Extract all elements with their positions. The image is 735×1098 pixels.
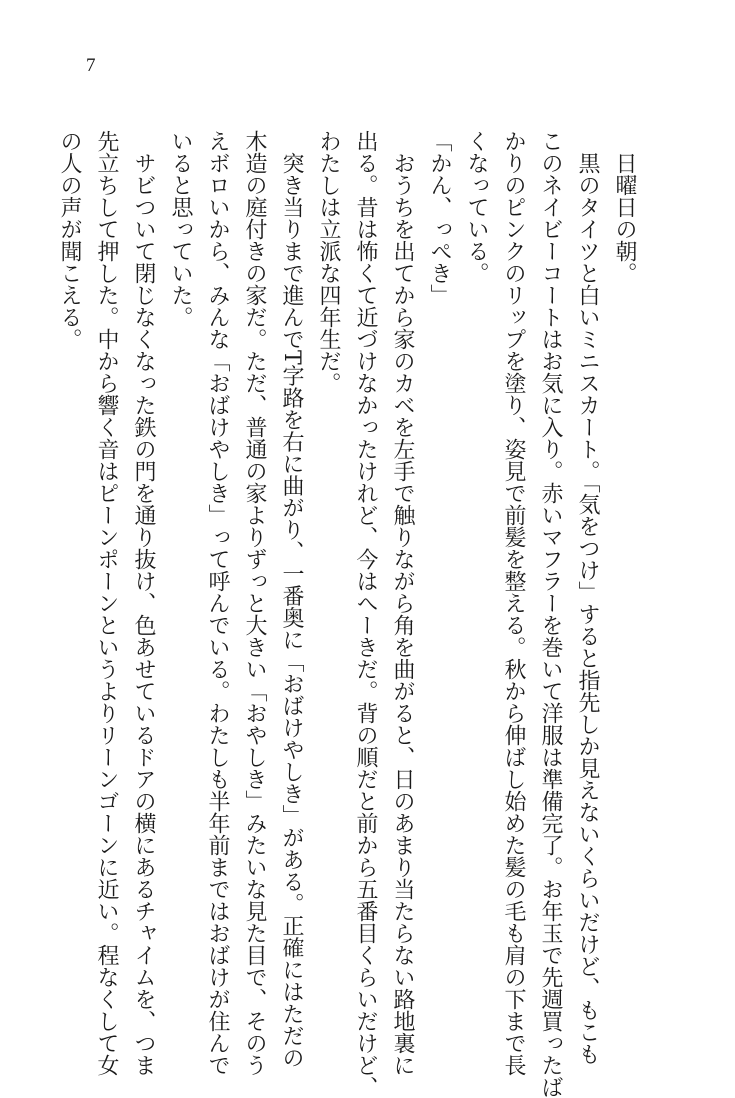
text-line: 黒のタイツと白いミニスカート。「気をつけ」すると指先しか見えないくらいだけど、もこも — [575, 152, 600, 1065]
text-line: サビついて閉じなくなった鉄の門を通り抜け、色あせているドアの横にあるチャイムを、つま — [131, 152, 156, 1076]
text-line: わたしは立派な四年生だ。 — [316, 130, 341, 394]
text-line: 「かん、っぺき」 — [427, 130, 452, 306]
text-line: 先立ちして押した。中から響く音はピーンポーンというよりリーンゴーンに近い。程なくして女 — [94, 130, 119, 1076]
text-line: いると思っていた。 — [168, 130, 193, 328]
text-line: おうちを出てから家のカベを左手で触りながら角を曲がると、日のあまり当たらない路地裏に — [390, 152, 415, 1076]
text-line: の人の声が聞こえる。 — [57, 130, 82, 350]
text-line: 出る。昔は怖くて近づけなかったけれど、今はへーきだ。背の順だと前から五番目くらいだけど、 — [353, 130, 378, 1098]
text-line: くなっている。 — [464, 130, 489, 284]
body-text — [51, 130, 643, 1098]
text-line: 日曜日の朝。 — [612, 152, 637, 284]
text-line: かりのピンクのリップを塗り、姿見で前髪を整える。秋から伸ばし始めた髪の毛も肩の下まで長 — [501, 130, 526, 1076]
text-line: 木造の庭付きの家だ。ただ、普通の家よりずっと大きい「おやしき」みたいな見た目で、そのう — [242, 130, 267, 1076]
text-line: このネイビーコートはお気に入り。赤いマフラーを巻いて洋服は準備完了。お年玉で先週買ったば — [538, 130, 563, 1098]
text-line: えボロいから、みんな「おばけやしき」って呼んでいる。わたしも半年前まではおばけが住んで — [205, 130, 230, 1076]
text-line: 突き当りまで進んでT字路を右に曲がり、一番奥に「おばけやしき」がある。正確にはただの — [279, 152, 304, 1069]
page-number: 7 — [86, 55, 96, 76]
